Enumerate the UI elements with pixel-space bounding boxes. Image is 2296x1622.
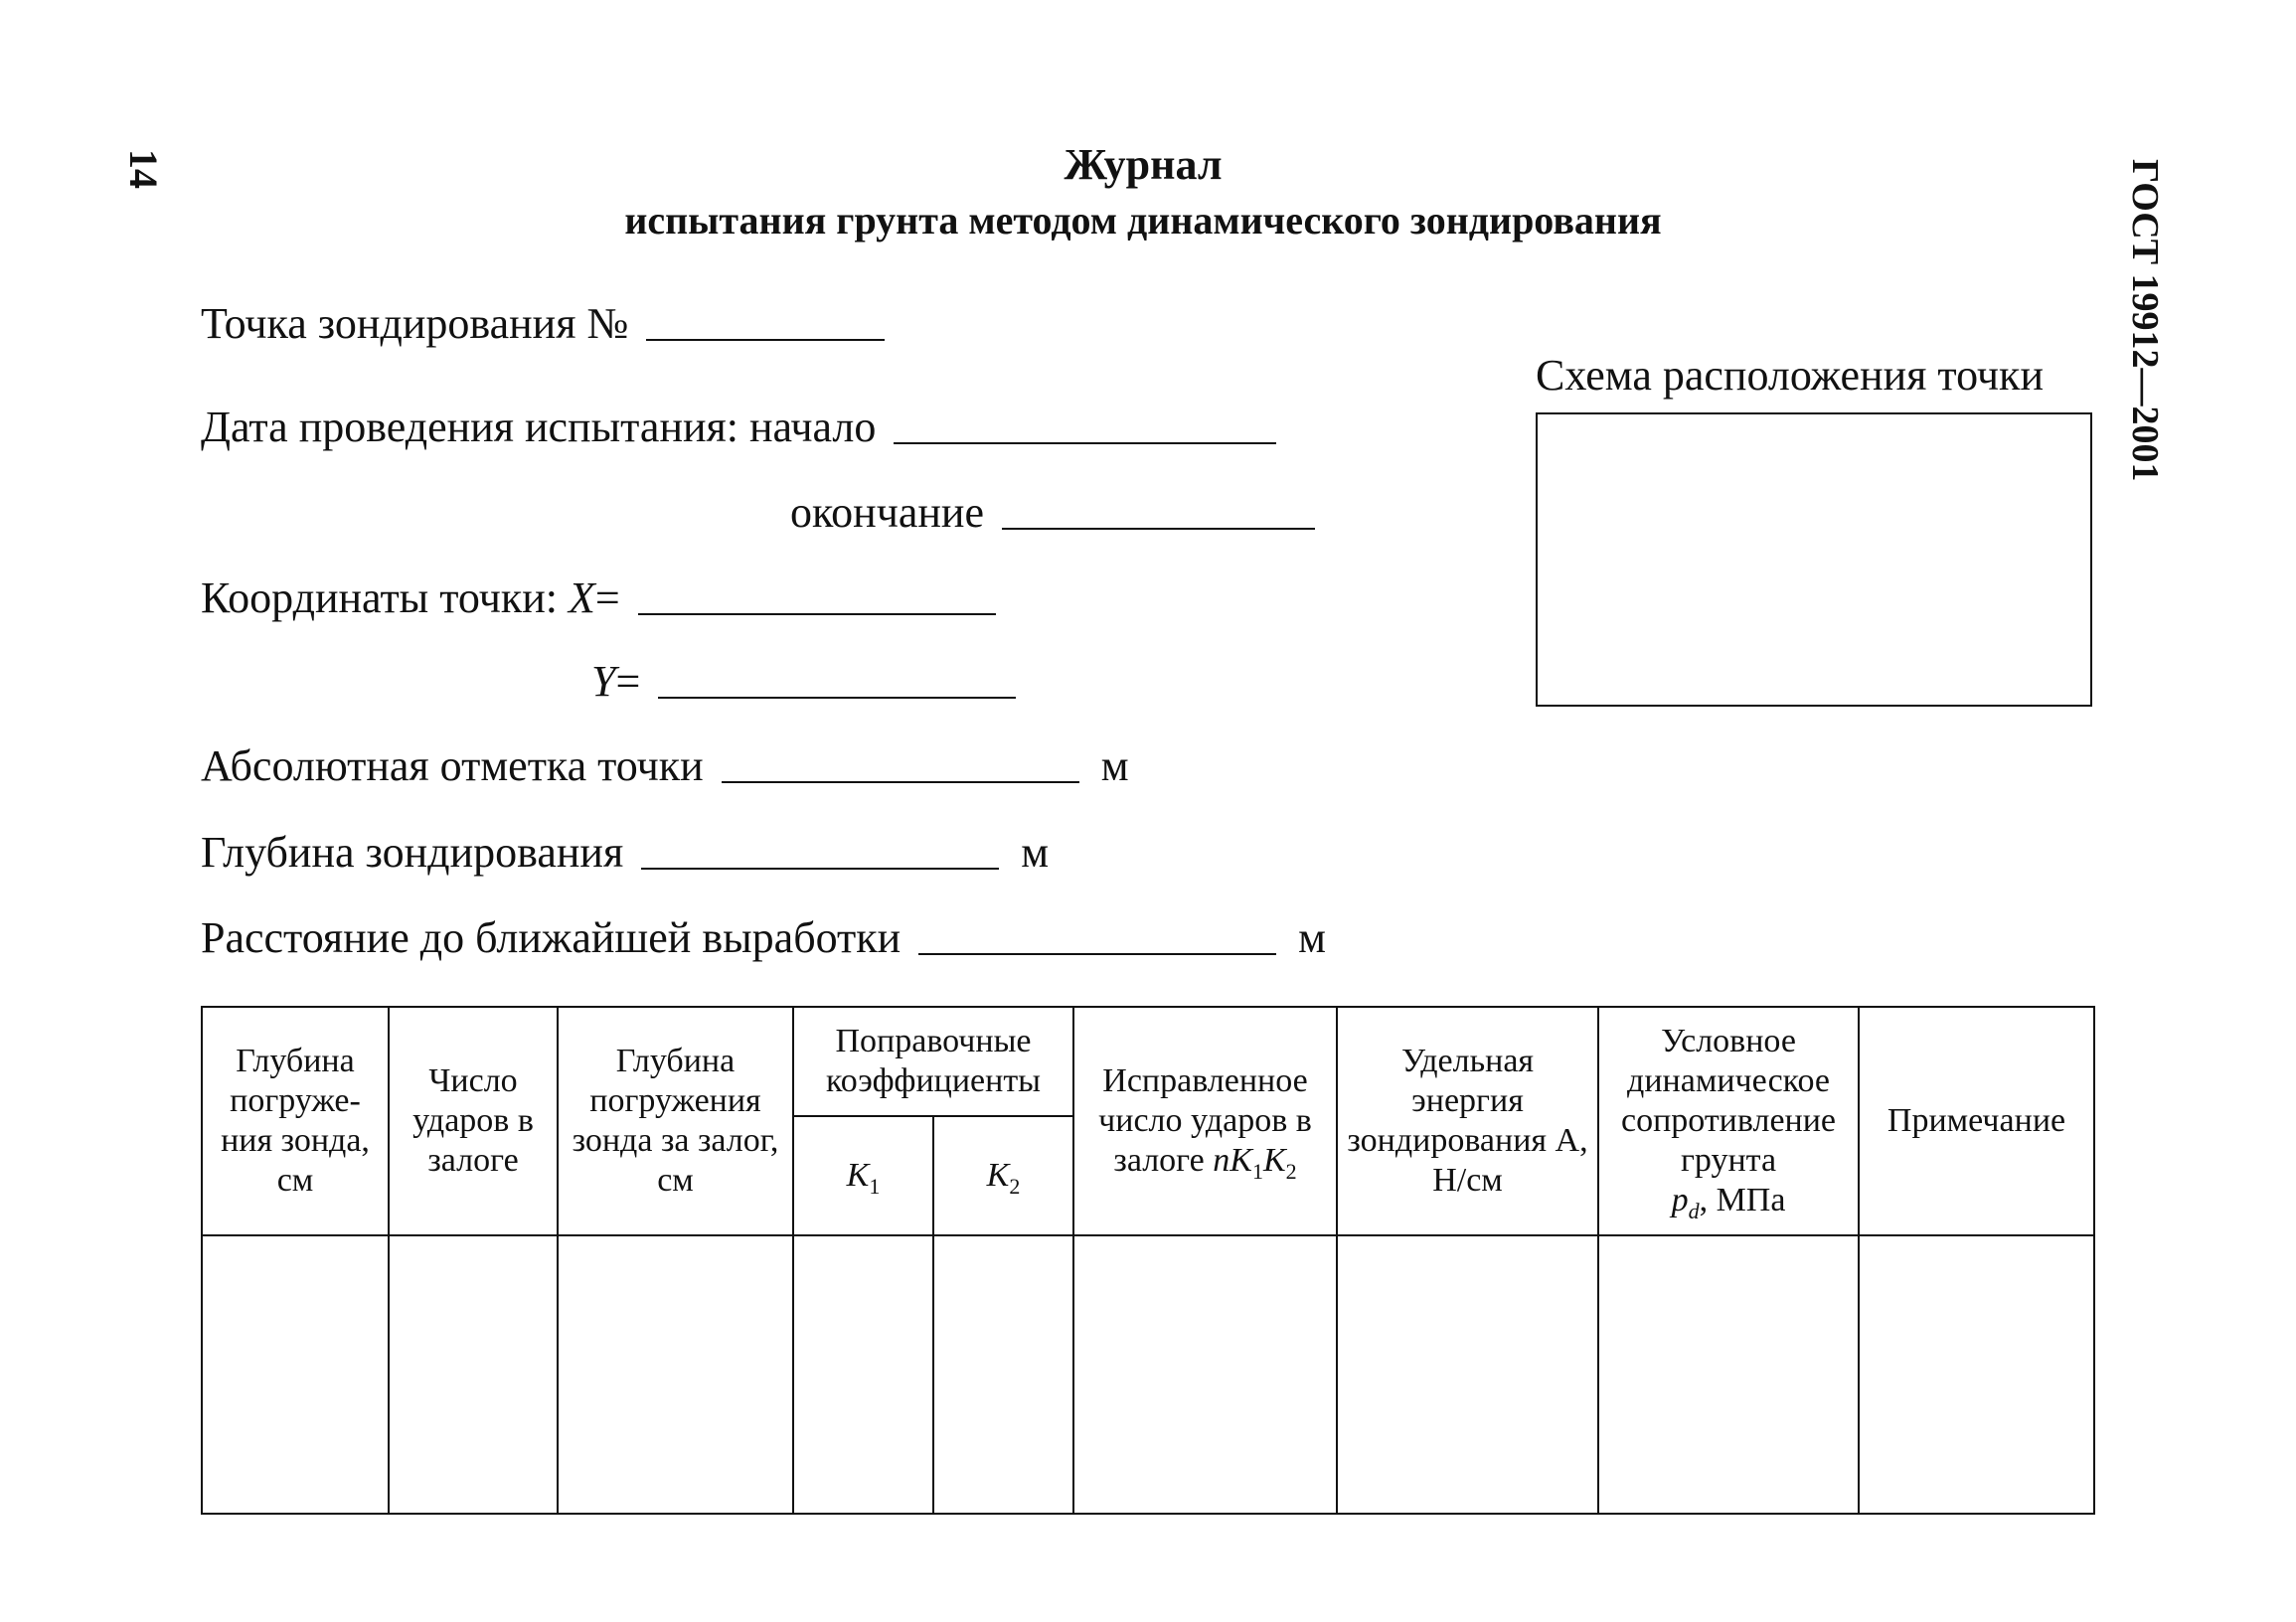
k-variable: K [1262, 1142, 1286, 1179]
distance-unit: м [1298, 913, 1327, 962]
date-end-blank[interactable] [1002, 527, 1315, 530]
point-number-blank[interactable] [646, 338, 885, 341]
header-k1 [793, 1116, 933, 1235]
scheme-box[interactable] [1536, 412, 2092, 707]
table-cell[interactable] [1337, 1235, 1598, 1514]
abs-mark-field [201, 740, 1129, 791]
date-end-field [790, 487, 1315, 538]
abs-mark-blank[interactable] [722, 780, 1079, 783]
x-equals: = [594, 573, 620, 622]
distance-field [201, 912, 1326, 963]
y-equals: = [615, 657, 641, 706]
header-k2 [933, 1116, 1073, 1235]
date-end-label: окончание [790, 488, 984, 537]
point-number-label: Точка зондирования № [201, 299, 629, 348]
header-correction-coefficients: Поправочные коэффициенты [793, 1007, 1073, 1116]
depth-unit: м [1021, 828, 1050, 877]
date-start-blank[interactable] [894, 441, 1276, 444]
distance-blank[interactable] [918, 952, 1276, 955]
n-variable: n [1213, 1142, 1230, 1179]
header-corrected-blows [1073, 1007, 1337, 1235]
abs-mark-label: Абсолютная отметка точки [201, 741, 704, 790]
k-variable: K [846, 1157, 870, 1194]
depth-field [201, 827, 1049, 878]
header-specific-energy: Удельная энергия зондирования А, Н/см [1337, 1007, 1598, 1235]
page-subtitle: испытания грунта методом динамического зондирования [624, 198, 1662, 243]
coord-y-field [591, 656, 1016, 707]
page-number: 14 [121, 149, 166, 189]
coord-x-field [201, 572, 996, 623]
header-dynamic-resistance [1598, 1007, 1859, 1235]
p-variable: p [1671, 1182, 1689, 1218]
header-note: Примечание [1859, 1007, 2094, 1235]
p-subscript: d [1688, 1198, 1700, 1223]
depth-label: Глубина зондирования [201, 828, 624, 877]
header-corrected-blows-text: Исправленное число ударов в залоге [1098, 1062, 1312, 1179]
coord-x-blank[interactable] [638, 612, 996, 615]
table-cell[interactable] [558, 1235, 793, 1514]
header-depth: Глубина погруже-ния зонда, см [202, 1007, 389, 1235]
point-number-field [201, 298, 885, 349]
distance-label: Расстояние до ближайшей выработки [201, 913, 902, 962]
table-cell[interactable] [1859, 1235, 2094, 1514]
depth-blank[interactable] [641, 867, 999, 870]
coords-label: Координаты точки: [201, 573, 570, 622]
date-start-label: Дата проведения испытания: начало [201, 403, 877, 451]
table-cell[interactable] [389, 1235, 558, 1514]
k-variable: K [1230, 1142, 1252, 1179]
header-depth-per-set: Глубина погружения зонда за залог, см [558, 1007, 793, 1235]
table-row [202, 1235, 2094, 1514]
k1-subscript: 1 [1251, 1158, 1263, 1184]
journal-table [201, 1006, 2095, 1515]
coord-y-blank[interactable] [658, 696, 1016, 699]
table-cell[interactable] [1598, 1235, 1859, 1514]
table-cell[interactable] [1073, 1235, 1337, 1514]
scheme-label: Схема расположения точки [1536, 351, 2044, 400]
abs-mark-unit: м [1100, 741, 1129, 790]
table-cell[interactable] [793, 1235, 933, 1514]
table-cell[interactable] [933, 1235, 1073, 1514]
resistance-unit: , МПа [1699, 1182, 1786, 1218]
table-cell[interactable] [202, 1235, 389, 1514]
date-start-field [201, 402, 1276, 452]
k2-subscript: 2 [1009, 1173, 1021, 1199]
y-variable: Y [591, 657, 616, 706]
header-blows: Число ударов в залоге [389, 1007, 558, 1235]
k-variable: K [986, 1157, 1010, 1194]
k2-subscript: 2 [1285, 1158, 1297, 1184]
standard-code: ГОСТ 19912—2001 [2124, 159, 2166, 482]
k1-subscript: 1 [869, 1173, 881, 1199]
x-variable: X [569, 573, 595, 622]
page-title: Журнал [1064, 140, 1223, 189]
header-dynamic-resistance-text: Условное динамическое сопротивление грунта [1620, 1023, 1837, 1179]
